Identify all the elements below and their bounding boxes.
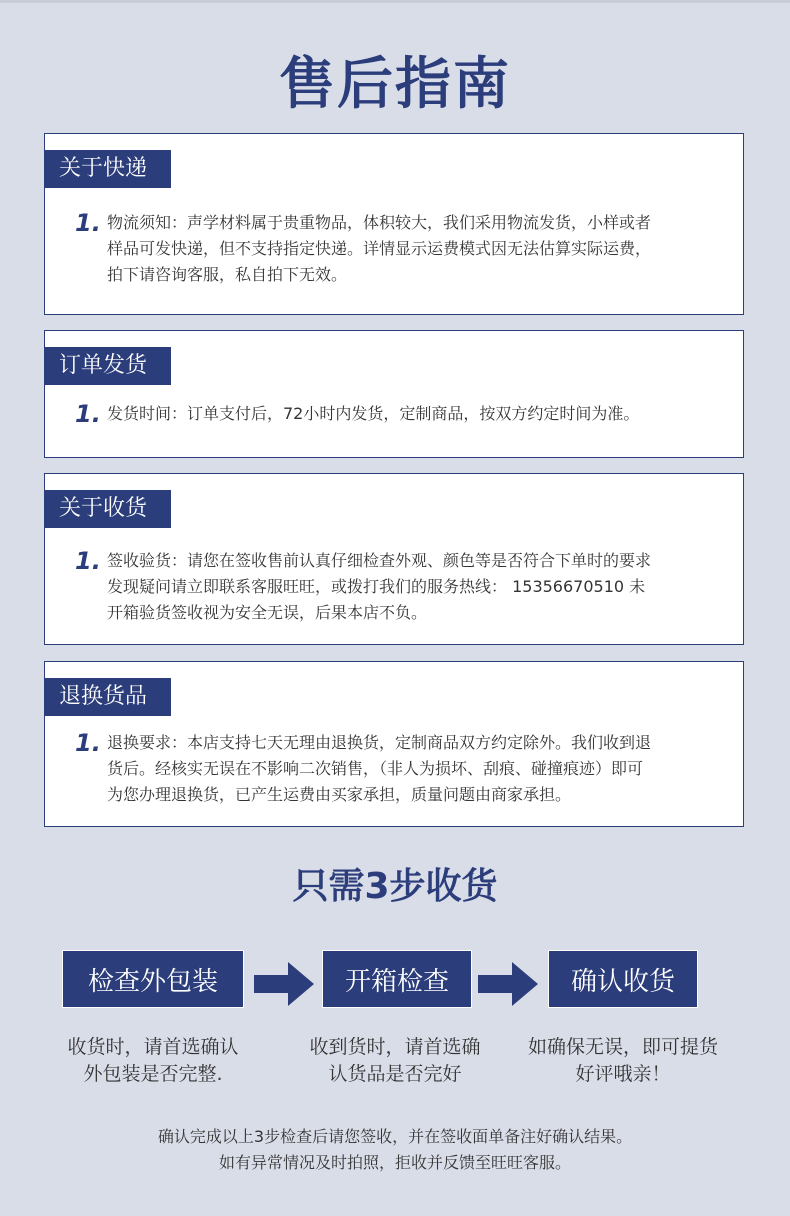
top-divider bbox=[0, 0, 790, 3]
text-line: 收到货时，请首选确 bbox=[309, 1036, 481, 1058]
item-text bbox=[107, 210, 651, 288]
right-arrow-icon bbox=[254, 962, 314, 1006]
item-number: 1. bbox=[75, 400, 101, 428]
text-line: 发现疑问请立即联系客服旺旺，或拨打我们的服务热线： 15356670510 未 bbox=[107, 577, 646, 596]
item-number: 1. bbox=[75, 729, 101, 757]
section-tag: 关于快递 bbox=[45, 150, 171, 188]
text-line: 样品可发快递，但不支持指定快递。详情显示运费模式因无法估算实际运费， bbox=[107, 239, 652, 258]
item-text bbox=[107, 730, 651, 808]
text-line: 认货品是否完好 bbox=[328, 1063, 462, 1085]
section-card-returns bbox=[44, 661, 744, 827]
step-box-open-check: 开箱检查 bbox=[322, 950, 472, 1008]
section-card-receiving bbox=[44, 473, 744, 645]
item-text bbox=[107, 548, 651, 626]
item-number: 1. bbox=[75, 209, 101, 237]
text-line: 确认完成以上3步检查后请您签收，并在签收面单备注好确认结果。 bbox=[157, 1127, 633, 1146]
text-line: 物流须知：声学材料属于贵重物品，体积较大，我们采用物流发货，小样或者 bbox=[107, 213, 652, 232]
right-arrow-icon bbox=[478, 962, 538, 1006]
list-item bbox=[75, 730, 707, 808]
list-item bbox=[75, 401, 707, 427]
step-description bbox=[282, 1034, 508, 1088]
text-line: 如有异常情况及时拍照，拒收并反馈至旺旺客服。 bbox=[218, 1153, 571, 1172]
text-line: 为您办理退换货，已产生运费由买家承担，质量问题由商家承担。 bbox=[107, 785, 572, 804]
text-line: 如确保无误，即可提货 bbox=[527, 1036, 718, 1058]
text-line: 拍下请咨询客服，私自拍下无效。 bbox=[107, 265, 348, 284]
text-line: 签收验货：请您在签收售前认真仔细检查外观、颜色等是否符合下单时的要求 bbox=[107, 551, 652, 570]
section-tag: 退换货品 bbox=[45, 678, 171, 716]
list-item bbox=[75, 210, 707, 288]
item-text bbox=[107, 401, 639, 427]
list-item bbox=[75, 548, 707, 626]
section-card-order bbox=[44, 330, 744, 458]
section-tag: 关于收货 bbox=[45, 490, 171, 528]
text-line: 好评哦亲！ bbox=[575, 1063, 671, 1085]
text-line: 发货时间：订单支付后，72小时内发货，定制商品，按双方约定时间为准。 bbox=[107, 404, 640, 423]
section-tag: 订单发货 bbox=[45, 347, 171, 385]
text-line: 开箱验货签收视为安全无误，后果本店不负。 bbox=[107, 603, 428, 622]
steps-title: 只需3步收货 bbox=[292, 866, 498, 907]
footer-note bbox=[0, 1124, 790, 1176]
section-card-shipping bbox=[44, 133, 744, 315]
step-description bbox=[510, 1034, 736, 1088]
item-number: 1. bbox=[75, 547, 101, 575]
text-line: 收货时，请首选确认 bbox=[67, 1036, 239, 1058]
step-box-confirm-receipt: 确认收货 bbox=[548, 950, 698, 1008]
text-line: 退换要求：本店支持七天无理由退换货，定制商品双方约定除外。我们收到退 bbox=[107, 733, 652, 752]
step-box-check-package: 检查外包装 bbox=[62, 950, 244, 1008]
step-description bbox=[40, 1034, 266, 1088]
text-line: 货后。经核实无误在不影响二次销售，（非人为损坏、刮痕、碰撞痕迹）即可 bbox=[107, 759, 644, 778]
page-title: 售后指南 bbox=[279, 52, 511, 117]
text-line: 外包装是否完整. bbox=[83, 1063, 223, 1085]
